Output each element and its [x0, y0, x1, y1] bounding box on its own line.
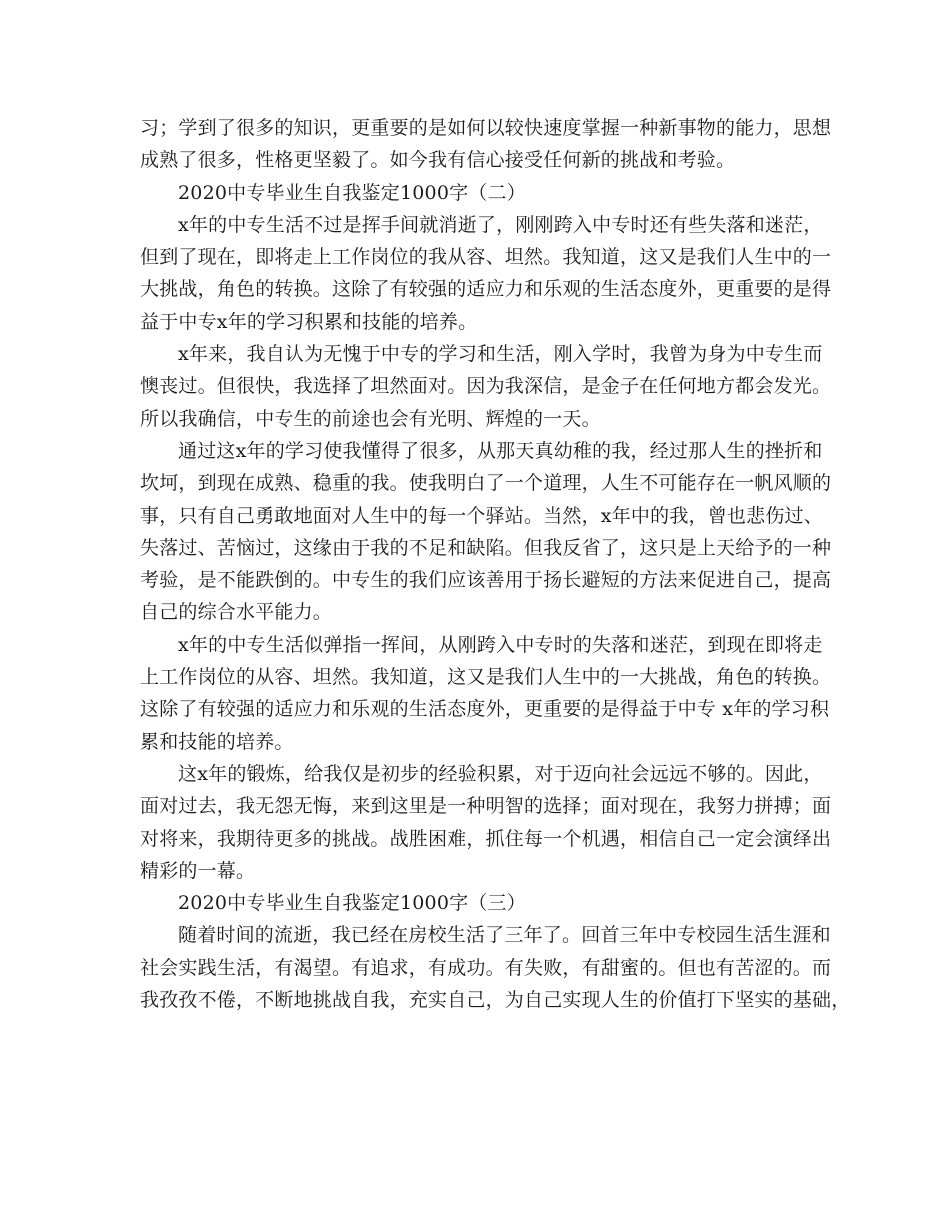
text-line: 但到了现在，即将走上工作岗位的我从容、坦然。我知道，这又是我们人生中的一 [140, 246, 832, 269]
paragraph [140, 919, 851, 1016]
section-heading-text: 2020中专毕业生自我鉴定1000字（二） [178, 181, 526, 204]
section-heading [140, 177, 820, 209]
text-line: 自己的综合水平能力。 [140, 601, 333, 624]
text-line: 精彩的一幕。 [140, 859, 256, 882]
paragraph [140, 629, 832, 758]
text-line: 大挑战，角色的转换。这除了有较强的适应力和乐观的生活态度外，更重要的是得 [140, 278, 832, 301]
text-line: 坎坷，到现在成熟、稳重的我。使我明白了一个道理，人生不可能存在一帆风顺的 [140, 472, 832, 495]
text-line: 通过这x年的学习使我懂得了很多，从那天真幼稚的我，经过那人生的挫折和 [178, 439, 823, 462]
text-line: x年的中专生活不过是挥手间就消逝了，刚刚跨入中专时还有些失落和迷茫， [178, 213, 823, 236]
paragraph-continuation [140, 112, 832, 177]
text-line: 面对过去，我无怨无悔，来到这里是一种明智的选择；面对现在，我努力拼搏；面 [140, 795, 832, 818]
section-heading [140, 887, 820, 919]
text-line: 所以我确信，中专生的前途也会有光明、辉煌的一天。 [140, 407, 601, 430]
text-line: 上工作岗位的从容、坦然。我知道，这又是我们人生中的一大挑战，角色的转换。 [140, 666, 832, 689]
text-line: 我孜孜不倦，不断地挑战自我，充实自己，为自己实现人生的价值打下坚实的基础， [140, 989, 851, 1012]
text-line: 懊丧过。但很快，我选择了坦然面对。因为我深信，是金子在任何地方都会发光。 [140, 375, 832, 398]
paragraph [140, 435, 832, 629]
text-line: 事，只有自己勇敢地面对人生中的每一个驿站。当然，x年中的我，曾也悲伤过、 [140, 504, 823, 527]
text-line: x年来，我自认为无愧于中专的学习和生活，刚入学时，我曾为身为中专生而 [178, 343, 823, 366]
text-line: 习；学到了很多的知识，更重要的是如何以较快速度掌握一种新事物的能力，思想 [140, 117, 832, 139]
paragraph [140, 758, 832, 887]
text-line: 失落过、苦恼过，这缘由于我的不足和缺陷。但我反省了，这只是上天给予的一种 [140, 536, 832, 559]
paragraph [140, 209, 832, 338]
text-line: 益于中专x年的学习积累和技能的培养。 [140, 310, 478, 333]
text-line: 对将来，我期待更多的挑战。战胜困难，抓住每一个机遇，相信自己一定会演绎出 [140, 827, 832, 850]
section-heading-text: 2020中专毕业生自我鉴定1000字（三） [178, 892, 526, 915]
text-line: 这x年的锻炼，给我仅是初步的经验积累，对于迈向社会远远不够的。因此， [178, 762, 823, 785]
text-line: 随着时间的流逝，我已经在房校生活了三年了。回首三年中专校园生活生涯和 [178, 924, 831, 947]
text-line: x年的中专生活似弹指一挥间，从刚跨入中专时的失落和迷茫，到现在即将走 [178, 633, 823, 656]
document-body [140, 112, 851, 1016]
text-line: 累和技能的培养。 [140, 730, 294, 753]
paragraph [140, 338, 832, 435]
text-line: 考验，是不能跌倒的。中专生的我们应该善用于扬长避短的方法来促进自己，提高 [140, 569, 832, 592]
text-line: 这除了有较强的适应力和乐观的生活态度外，更重要的是得益于中专 x年的学习积 [140, 698, 830, 721]
text-line: 成熟了很多，性格更坚毅了。如今我有信心接受任何新的挑战和考验。 [140, 149, 736, 172]
text-line: 社会实践生活，有渴望。有追求，有成功。有失败，有甜蜜的。但也有苦涩的。而 [140, 956, 832, 979]
